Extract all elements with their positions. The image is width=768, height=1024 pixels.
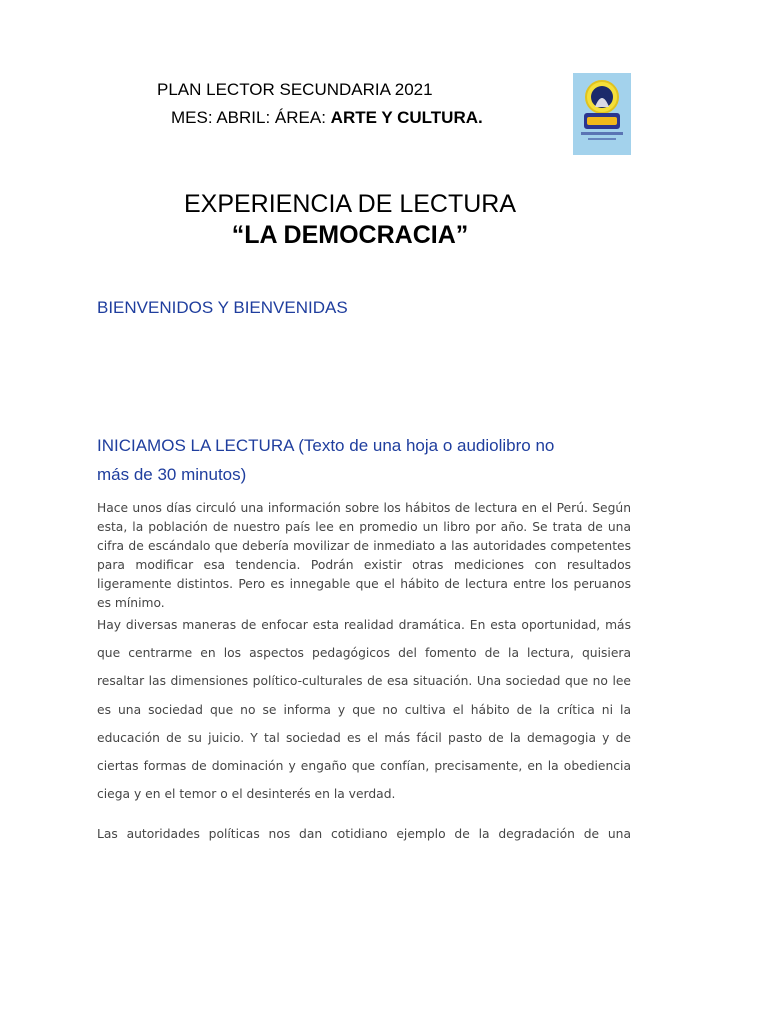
school-logo <box>573 73 631 155</box>
paragraph: Hace unos días circuló una información sobre los hábitos de lectura en el Perú. Según esta, la población de nuestro país lee en promedio un libro por año. Se trata de una cifra de escándalo que debería movilizar de inmediato a las autoridades competentes para modificar esa tendencia. Podrán existir otras mediciones con resultados ligeramente distintos. Pero es innegable que el hábito de lectura entre los peruanos es mínimo. <box>97 501 631 610</box>
header-area-name: ARTE Y CULTURA. <box>330 108 483 127</box>
header-plan-lector: PLAN LECTOR SECUNDARIA 2021 <box>157 80 433 99</box>
school-logo-graphic <box>573 73 631 155</box>
section-heading: INICIAMOS LA LECTURA (Texto de una hoja o audiolibro no <box>97 436 555 455</box>
header-mes-area-label: MES: ABRIL: ÁREA: <box>171 108 331 127</box>
paragraph: Las autoridades políticas nos dan cotidiano ejemplo de la degradación de una <box>97 827 631 841</box>
welcome-heading: BIENVENIDOS Y BIENVENIDAS <box>97 298 348 317</box>
section-heading-continued: más de 30 minutos) <box>97 465 247 484</box>
document-subtitle: “LA DEMOCRACIA” <box>231 221 469 249</box>
header-mes-area <box>171 108 483 128</box>
paragraph: Hay diversas maneras de enfocar esta realidad dramática. En esta oportunidad, más que centrarme en los aspectos pedagógicos del fomento de la lectura, quisiera resaltar las dimensiones político-culturales de esa situación. Una sociedad que no lee es una sociedad que no se informa y que no cultiva el hábito de la crítica ni la educación de su juicio. Y tal sociedad es el más fácil pasto de la demagogia y de ciertas formas de dominación y engaño que confían, precisamente, en la obediencia ciega y en el temor o el desinterés en la verdad. <box>97 618 631 802</box>
document-title: EXPERIENCIA DE LECTURA <box>183 190 517 218</box>
